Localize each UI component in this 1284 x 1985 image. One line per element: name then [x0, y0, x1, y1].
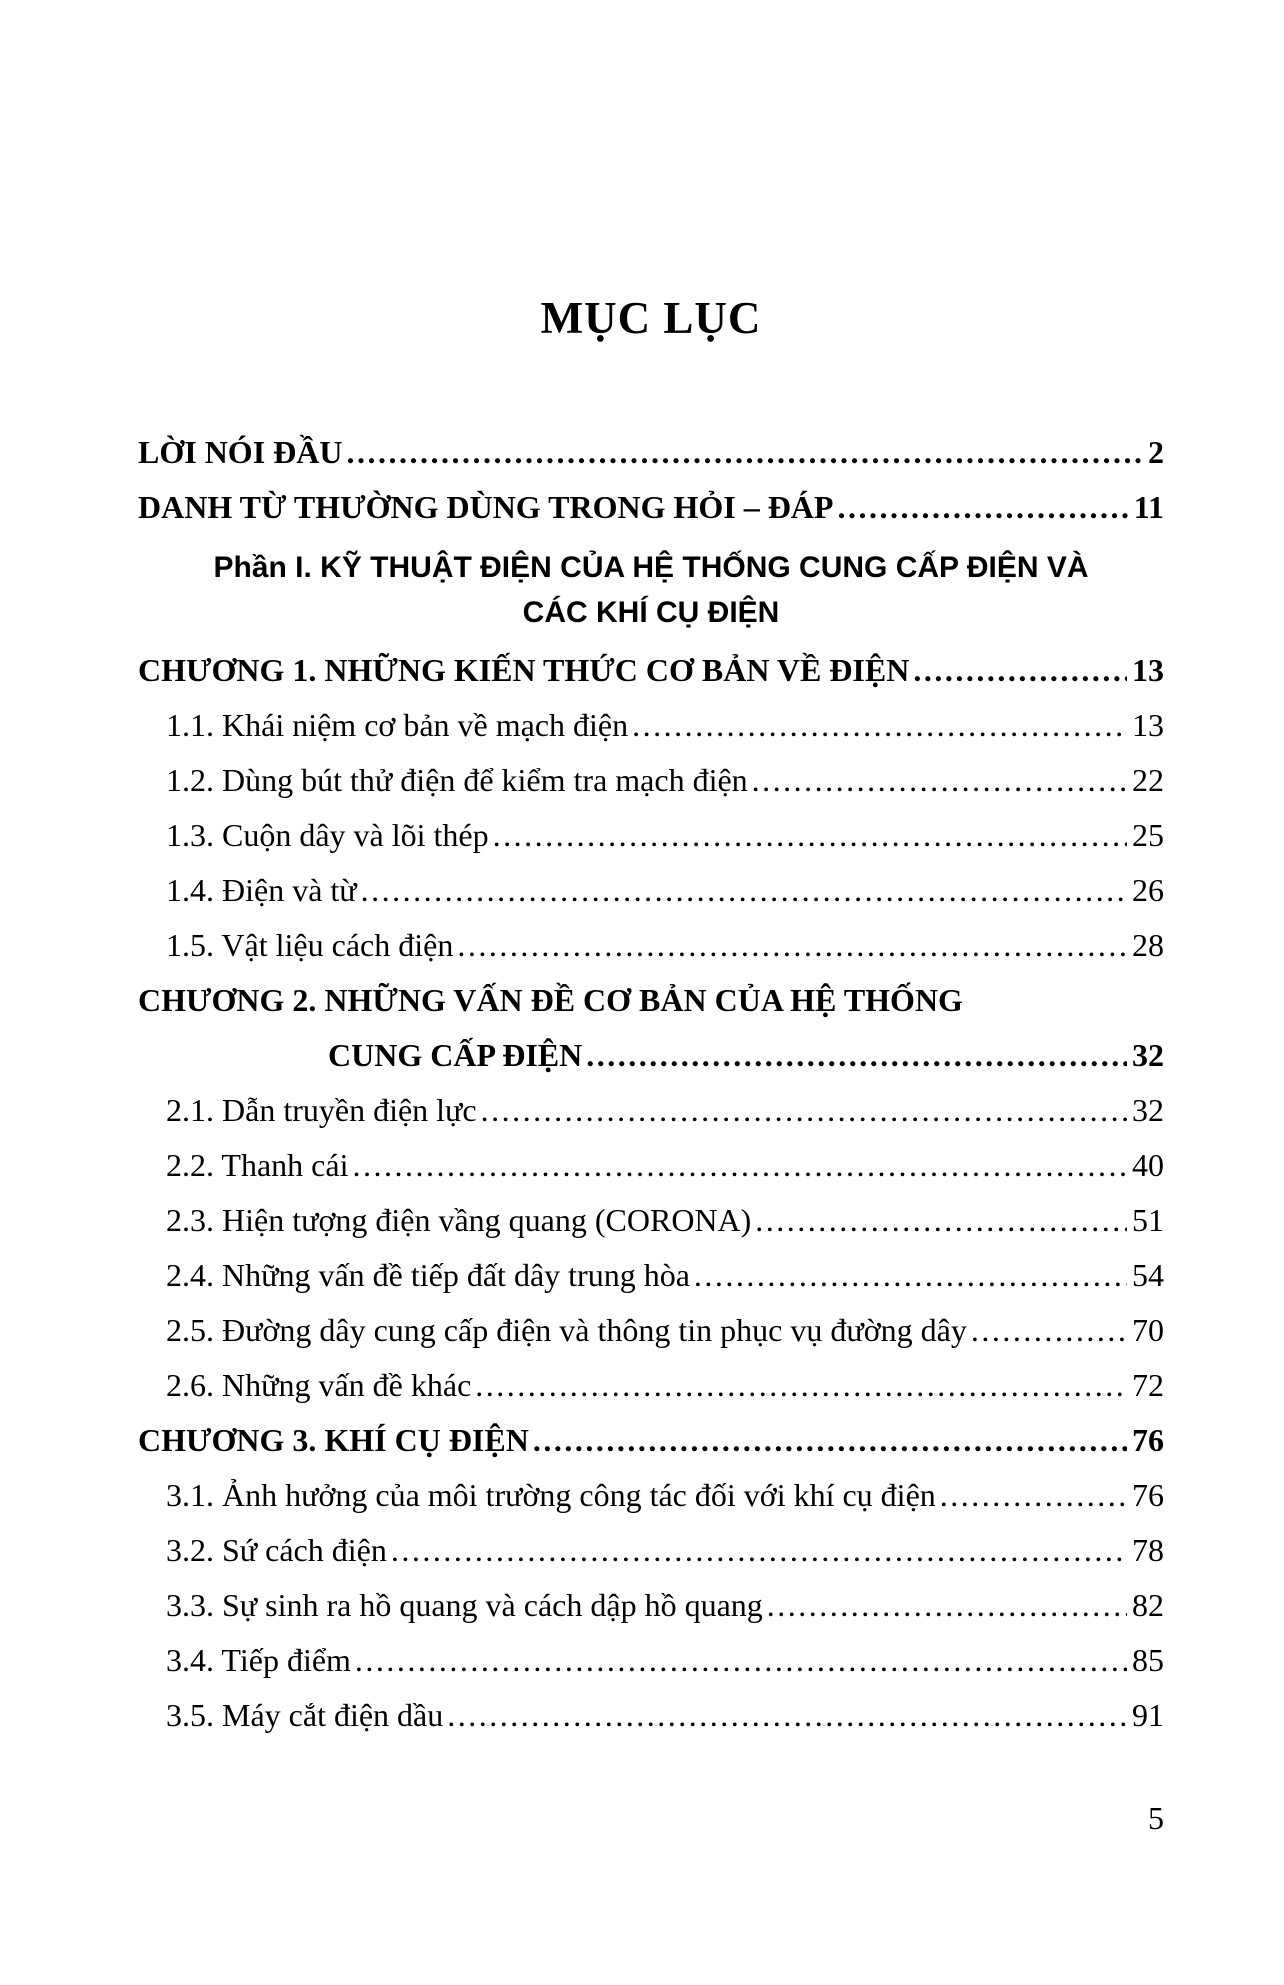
toc-entry-label: 3.5. Máy cắt điện dầu: [166, 1697, 444, 1733]
dot-leader: [351, 1633, 1127, 1688]
toc-entry-label: 1.2. Dùng bút thử điện để kiểm tra mạch điện: [166, 762, 748, 798]
dot-leader: [936, 1468, 1127, 1523]
toc-entry-page: 82: [1132, 1587, 1164, 1623]
dot-leader: [489, 808, 1127, 863]
toc-entry-label: CHƯƠNG 3. KHÍ CỤ ĐIỆN: [138, 1422, 529, 1458]
toc-entry-page: 91: [1132, 1697, 1164, 1733]
toc-entry: [138, 1193, 1164, 1248]
toc-entry: [138, 643, 1164, 698]
toc-entry-page: 51: [1132, 1202, 1164, 1238]
toc-entry-label: 3.2. Sứ cách điện: [166, 1532, 387, 1568]
toc-entry: [138, 1358, 1164, 1413]
toc-entry-label: 3.3. Sự sinh ra hồ quang và cách dập hồ quang: [166, 1587, 763, 1623]
toc-entry-label: CHƯƠNG 1. NHỮNG KIẾN THỨC CƠ BẢN VỀ ĐIỆN: [138, 652, 910, 688]
toc-entry: [138, 1633, 1164, 1688]
toc-entry-page: 32: [1132, 1037, 1164, 1073]
toc-entry-page: 76: [1132, 1422, 1164, 1458]
toc-entry: [138, 480, 1164, 535]
toc-entry: [138, 1138, 1164, 1193]
toc-entry-page: 32: [1132, 1092, 1164, 1128]
toc-entry: [138, 753, 1164, 808]
toc-entry-label: 2.4. Những vấn đề tiếp đất dây trung hòa: [166, 1257, 690, 1293]
folio-page-number: 5: [1148, 1800, 1164, 1836]
dot-leader: [751, 1193, 1127, 1248]
toc-entry-label: 1.3. Cuộn dây và lõi thép: [166, 817, 489, 853]
toc-entry: [138, 1028, 1164, 1083]
toc-entry-page: 22: [1132, 762, 1164, 798]
toc-entry-page: 70: [1132, 1312, 1164, 1348]
toc-entry: [138, 973, 1164, 1028]
toc-entry-label: 2.6. Những vấn đề khác: [166, 1367, 472, 1403]
part-heading-line: CÁC KHÍ CỤ ĐIỆN: [522, 596, 780, 629]
dot-leader: [471, 1358, 1127, 1413]
toc-entry: [138, 808, 1164, 863]
dot-leader: [628, 698, 1127, 753]
toc-entry-page: 54: [1132, 1257, 1164, 1293]
dot-leader: [763, 1578, 1127, 1633]
toc-entry: [138, 1688, 1164, 1743]
toc-entry-label: 2.3. Hiện tượng điện vầng quang (CORONA): [166, 1202, 752, 1238]
toc-entry-label: DANH TỪ THƯỜNG DÙNG TRONG HỎI – ĐÁP: [138, 489, 834, 525]
toc-entry: [138, 863, 1164, 918]
toc-entry-page: 13: [1132, 707, 1164, 743]
toc-entry: [138, 1083, 1164, 1138]
toc-entry-page: 28: [1132, 927, 1164, 963]
dot-leader: [477, 1083, 1127, 1138]
toc-entry-page: 72: [1132, 1367, 1164, 1403]
toc-entry-label: 3.4. Tiếp điểm: [166, 1642, 351, 1678]
dot-leader: [909, 643, 1127, 698]
part-heading-line: Phần I. KỸ THUẬT ĐIỆN CỦA HỆ THỐNG CUNG CẤP ĐIỆN VÀ: [213, 551, 1089, 584]
dot-leader: [348, 1138, 1127, 1193]
toc-entry-page: 25: [1132, 817, 1164, 853]
toc-entry-page: 13: [1132, 652, 1164, 688]
toc-entry: [138, 1413, 1164, 1468]
part-heading: [138, 545, 1164, 635]
dot-leader: [690, 1248, 1127, 1303]
toc-entry-label: 2.1. Dẫn truyền điện lực: [166, 1092, 477, 1128]
toc-entry-page: 40: [1132, 1147, 1164, 1183]
toc-entry-page: 2: [1148, 434, 1164, 470]
toc-entry-label: CUNG CẤP ĐIỆN: [328, 1037, 583, 1073]
toc-entry: [138, 425, 1164, 480]
toc-entry: [138, 1523, 1164, 1578]
toc-entry-page: 26: [1132, 872, 1164, 908]
dot-leader: [582, 1028, 1127, 1083]
dot-leader: [357, 863, 1127, 918]
toc-entry-label: 2.2. Thanh cái: [166, 1147, 349, 1183]
toc-entry-label: CHƯƠNG 2. NHỮNG VẤN ĐỀ CƠ BẢN CỦA HỆ THỐNG: [138, 982, 963, 1018]
toc-entry: [138, 1468, 1164, 1523]
toc-entry-label: 1.5. Vật liệu cách điện: [166, 927, 454, 963]
toc-entry-label: 1.1. Khái niệm cơ bản về mạch điện: [166, 707, 629, 743]
dot-leader: [967, 1303, 1127, 1358]
toc-entry-label: LỜI NÓI ĐẦU: [138, 434, 343, 470]
toc-entry: [138, 1578, 1164, 1633]
dot-leader: [342, 425, 1143, 480]
toc-entry-page: 78: [1132, 1532, 1164, 1568]
table-of-contents: [138, 425, 1164, 1743]
toc-entry-label: 2.5. Đường dây cung cấp điện và thông tin phục vụ đường dây: [166, 1312, 967, 1348]
toc-entry-page: 76: [1132, 1477, 1164, 1513]
dot-leader: [453, 918, 1127, 973]
toc-entry-label: 1.4. Điện và từ: [166, 872, 357, 908]
dot-leader: [387, 1523, 1127, 1578]
toc-entry: [138, 698, 1164, 753]
dot-leader: [443, 1688, 1127, 1743]
toc-entry-page: 11: [1133, 489, 1164, 525]
dot-leader: [529, 1413, 1127, 1468]
toc-entry: [138, 918, 1164, 973]
toc-entry-page: 85: [1132, 1642, 1164, 1678]
dot-leader: [748, 753, 1127, 808]
dot-leader: [833, 480, 1128, 535]
toc-entry-label: 3.1. Ảnh hưởng của môi trường công tác đối với khí cụ điện: [166, 1477, 936, 1513]
page-title: MỤC LỤC: [540, 293, 762, 343]
toc-entry: [138, 1303, 1164, 1358]
toc-entry: [138, 1248, 1164, 1303]
